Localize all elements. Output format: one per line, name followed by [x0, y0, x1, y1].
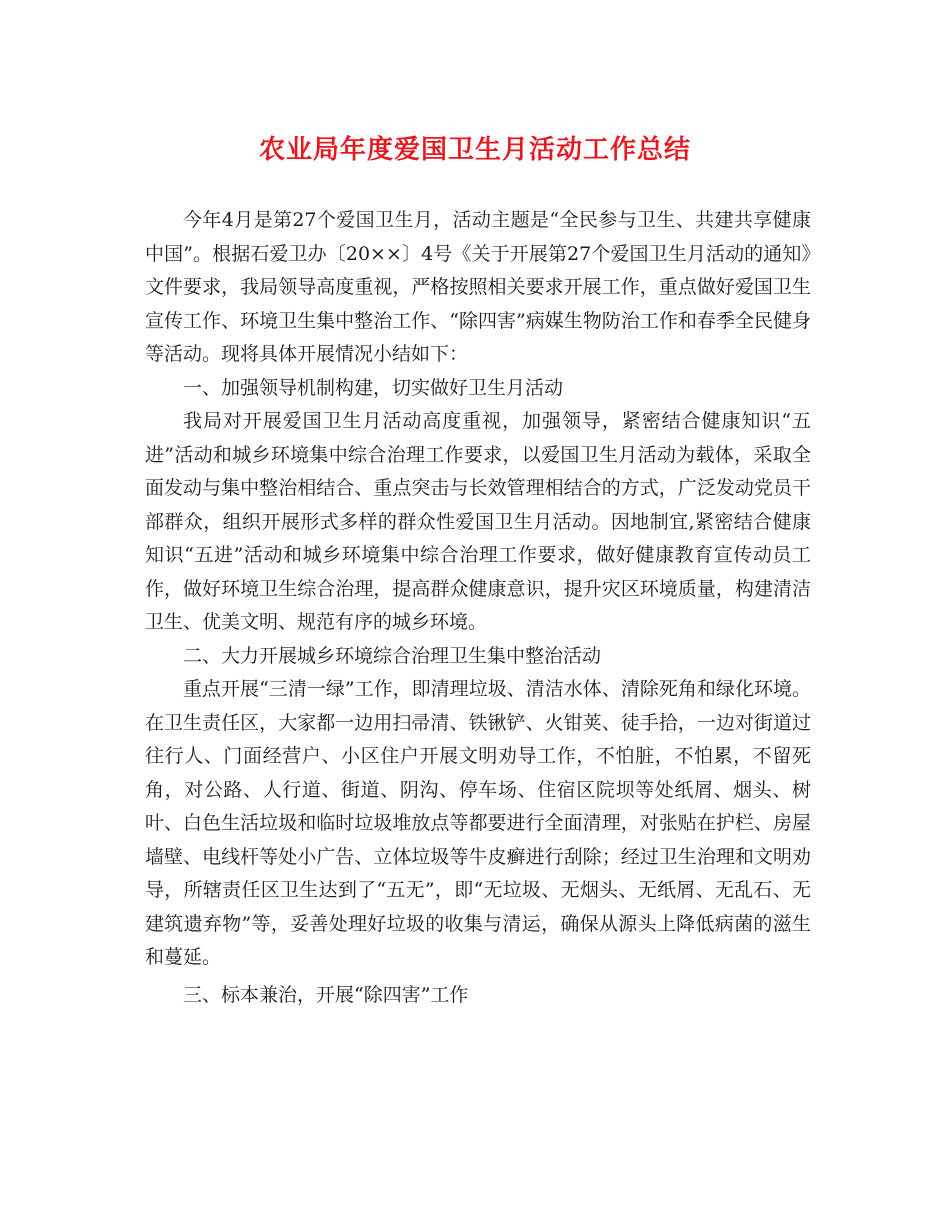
section-heading-1: 一、加强领导机制构建，切实做好卫生月活动: [183, 376, 564, 399]
document-title: 农业局年度爱国卫生月活动工作总结: [258, 135, 691, 165]
intro-paragraph: 今年4月是第27个爱国卫生月，活动主题是“全民参与卫生、共建共享健康中国”。根据石爱卫办〔20××〕4号《关于开展第27个爱国卫生月活动的通知》文件要求，我局领导高度重视，严格按照相关要求开展工作，重点做好爱国卫生宣传工作、环境卫生集中整治工作、“除四害”病媒生物防治工作和春季全民健身等活动。现将具体开展情况小结如下：: [145, 209, 811, 365]
section-1-paragraph: 我局对开展爱国卫生月活动高度重视，加强领导，紧密结合健康知识“五进”活动和城乡环境集中综合治理工作要求，以爱国卫生月活动为载体，采取全面发动与集中整治相结合、重点突击与长效管理相结合的方式，广泛发动党员干部群众，组织开展形式多样的群众性爱国卫生月活动。因地制宜,紧密结合健康知识“五进”活动和城乡环境集中综合治理工作要求，做好健康教育宣传动员工作，做好环境卫生综合治理，提高群众健康意识，提升灾区环境质量，构建清洁卫生、优美文明、规范有序的城乡环境。: [145, 410, 811, 633]
section-heading-3: 三、标本兼治，开展“除四害”工作: [183, 983, 469, 1006]
document-body: [145, 204, 811, 1012]
section-2-paragraph: 重点开展“三清一绿”工作，即清理垃圾、清洁水体、清除死角和绿化环境。在卫生责任区，大家都一边用扫帚清、铁锹铲、火钳荚、徒手拾，一边对街道过往行人、门面经营户、小区住户开展文明劝导工作，不怕脏，不怕累，不留死角，对公路、人行道、街道、阴沟、停车场、住宿区院坝等处纸屑、烟头、树叶、白色生活垃圾和临时垃圾堆放点等都要进行全面清理，对张贴在护栏、房屋墙壁、电线杆等处小广告、立体垃圾等牛皮癣进行刮除；经过卫生治理和文明劝导，所辖责任区卫生达到了“五无”，即“无垃圾、无烟头、无纸屑、无乱石、无建筑遗弃物”等，妥善处理好垃圾的收集与清运，确保从源头上降低病菌的滋生和蔓延。: [145, 678, 811, 968]
section-heading-2: 二、大力开展城乡环境综合治理卫生集中整治活动: [183, 644, 602, 667]
